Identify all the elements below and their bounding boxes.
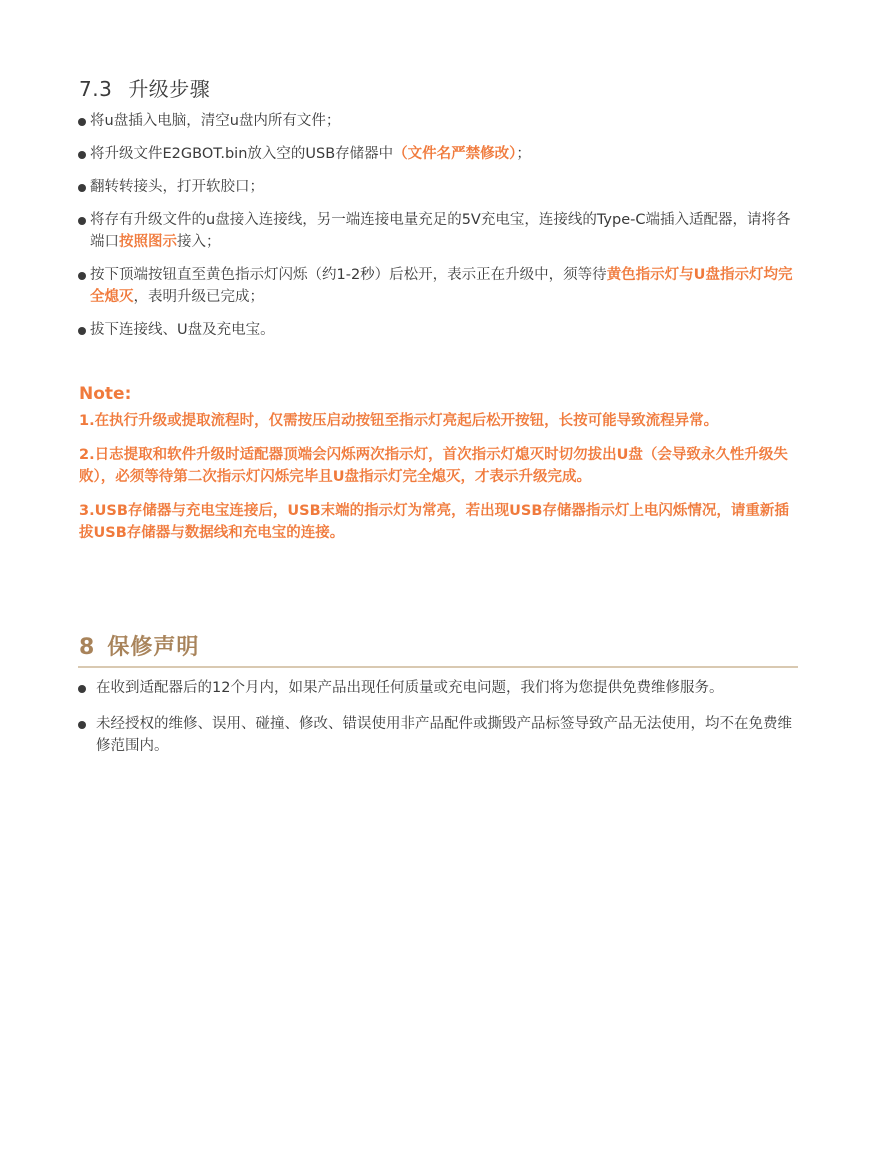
note-item: 1.在执行升级或提取流程时，仅需按压启动按钮至指示灯亮起后松开按钮，长按可能导致流程异常。	[79, 413, 719, 429]
section-divider	[78, 666, 798, 668]
step-text: 将存有升级文件的u盘接入连接线，另一端连接电量充足的5V充电宝，连接线的Type-C端插入适配器，请将各端口	[90, 212, 791, 250]
bullet-icon	[78, 685, 86, 693]
section-8-heading	[79, 632, 199, 664]
step-text-tail: 接入；	[177, 234, 221, 250]
list-item	[78, 110, 798, 132]
step-highlight: 黄色指示灯与U盘指示灯均完全熄灭	[90, 267, 793, 305]
note-item: 2.日志提取和软件升级时适配器顶端会闪烁两次指示灯，首次指示灯熄灭时切勿拔出U盘（会导致永久性升级失败），必须等待第二次指示灯闪烁完毕且U盘指示灯完全熄灭，才表示升级完成。	[79, 447, 788, 485]
list-item	[78, 713, 800, 757]
list-item	[78, 264, 798, 308]
list-item	[78, 319, 798, 341]
list-item	[78, 143, 798, 165]
list-item	[78, 209, 798, 253]
warranty-list	[78, 677, 800, 771]
note-item: 3.USB存储器与充电宝连接后，USB末端的指示灯为常亮，若出现USB存储器指示灯上电闪烁情况，请重新插拔USB存储器与数据线和充电宝的连接。	[79, 503, 789, 541]
section-title: 保修声明	[107, 635, 200, 660]
bullet-icon	[78, 151, 86, 159]
step-highlight: （文件名严禁修改）	[393, 146, 517, 162]
bullet-icon	[78, 118, 86, 126]
list-item	[78, 176, 798, 198]
list-item	[78, 677, 800, 699]
step-text: 翻转转接头，打开软胶口；	[90, 179, 264, 195]
section-7-3-heading	[79, 74, 210, 104]
step-text-tail: ，表明升级已完成；	[133, 289, 264, 305]
step-text: 拔下连接线、U盘及充电宝。	[90, 322, 275, 338]
warranty-text: 在收到适配器后的12个月内，如果产品出现任何质量或充电问题，我们将为您提供免费维修服务。	[96, 680, 724, 696]
warranty-text: 未经授权的维修、误用、碰撞、修改、错误使用非产品配件或撕毁产品标签导致产品无法使用，均不在免费维修范围内。	[96, 716, 792, 754]
step-text: 将升级文件E2GBOT.bin放入空的USB存储器中	[90, 146, 394, 162]
upgrade-steps-list	[78, 110, 798, 352]
note-block	[79, 382, 801, 556]
bullet-icon	[78, 721, 86, 729]
note-title: Note:	[79, 384, 132, 404]
step-text-tail: ；	[516, 146, 531, 162]
step-text: 将u盘插入电脑，清空u盘内所有文件；	[90, 113, 341, 129]
step-text: 按下顶端按钮直至黄色指示灯闪烁（约1-2秒）后松开，表示正在升级中，须等待	[90, 267, 607, 283]
bullet-icon	[78, 327, 86, 335]
bullet-icon	[78, 272, 86, 280]
step-highlight: 按照图示	[119, 234, 177, 250]
bullet-icon	[78, 217, 86, 225]
bullet-icon	[78, 184, 86, 192]
section-number: 7.3	[79, 77, 113, 101]
section-number: 8	[79, 635, 96, 660]
section-title: 升级步骤	[128, 77, 211, 101]
